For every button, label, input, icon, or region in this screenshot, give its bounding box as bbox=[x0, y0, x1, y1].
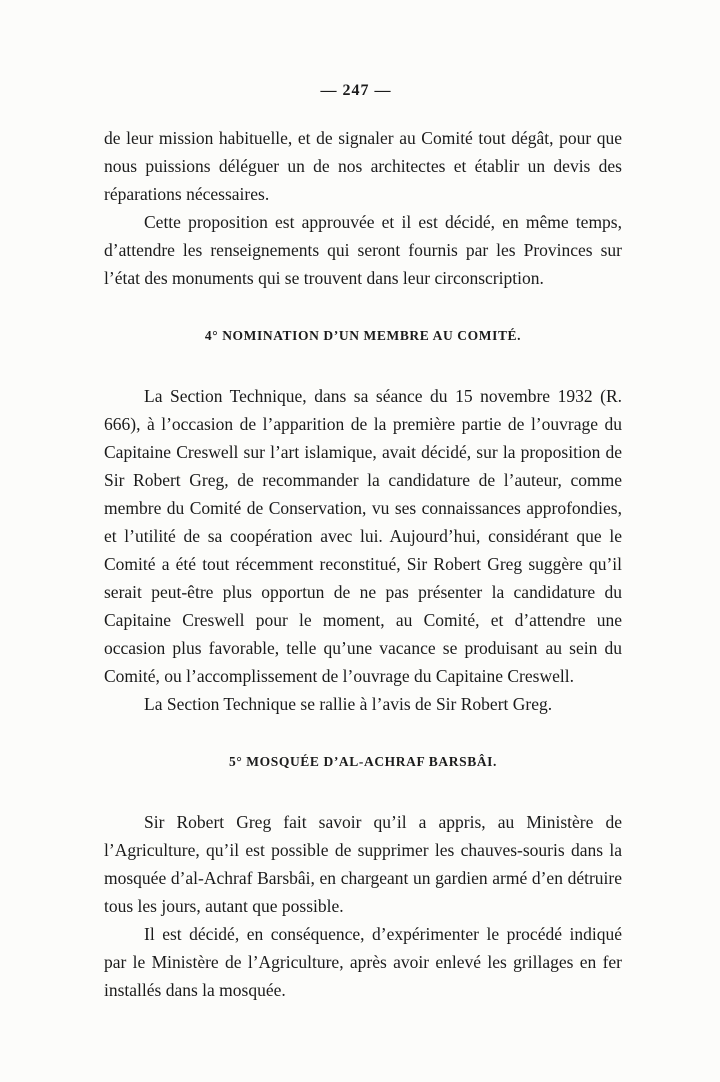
section-heading-mosquee: 5° MOSQUÉE D’AL-ACHRAF BARSBÂI. bbox=[228, 754, 497, 769]
paragraph-continuation: de leur mission habituelle, et de signaler au Comité tout dégât, pour que nous puissions déléguer un de nos architectes et établir un devis des réparations nécessaires. bbox=[104, 128, 622, 204]
document-body bbox=[104, 124, 622, 1004]
paragraph-proposition: Cette proposition est approuvée et il est décidé, en même temps, d’attendre les renseignements qui seront fournis par les Provinces sur l’état des monuments qui se trouvent dans leur circonscription. bbox=[104, 212, 622, 288]
paragraph-chauves-souris: Sir Robert Greg fait savoir qu’il a appris, au Ministère de l’Agriculture, qu’il est possible de supprimer les chauves-souris dans la mosquée d’al-Achraf Barsbâi, en chargeant un gardien armé d’en détruire tous les jours, autant que possible. bbox=[104, 812, 622, 916]
page-number: — 247 — bbox=[320, 82, 392, 99]
paragraph-section-technique: La Section Technique, dans sa séance du 15 novembre 1932 (R. 666), à l’occasion de l’apparition de la première partie de l’ouvrage du Capitaine Creswell sur l’art islamique, avait décidé, sur la proposition de Sir Robert Greg, de recommander la candidature de l’auteur, comme membre du Comité de Conservation, vu ses connaissances approfondies, et l’utilité de sa coopération avec lui. Aujourd’hui, considérant que le Comité a été tout récemment reconstitué, Sir Robert Greg suggère qu’il serait peut-être plus opportun de ne pas présenter la candidature du Capitaine Creswell pour le moment, au Comité, et d’attendre une occasion plus favorable, telle qu’une vacance se produisant au sein du Comité, ou l’accomplissement de l’ouvrage du Capitaine Creswell. bbox=[104, 386, 622, 686]
section-heading-nomination: 4° NOMINATION D’UN MEMBRE AU COMITÉ. bbox=[204, 328, 522, 343]
paragraph-decision: Il est décidé, en conséquence, d’expérimenter le procédé indiqué par le Ministère de l’Agriculture, après avoir enlevé les grillages en fer installés dans la mosquée. bbox=[104, 924, 622, 1000]
paragraph-rallie: La Section Technique se rallie à l’avis de Sir Robert Greg. bbox=[144, 694, 553, 714]
